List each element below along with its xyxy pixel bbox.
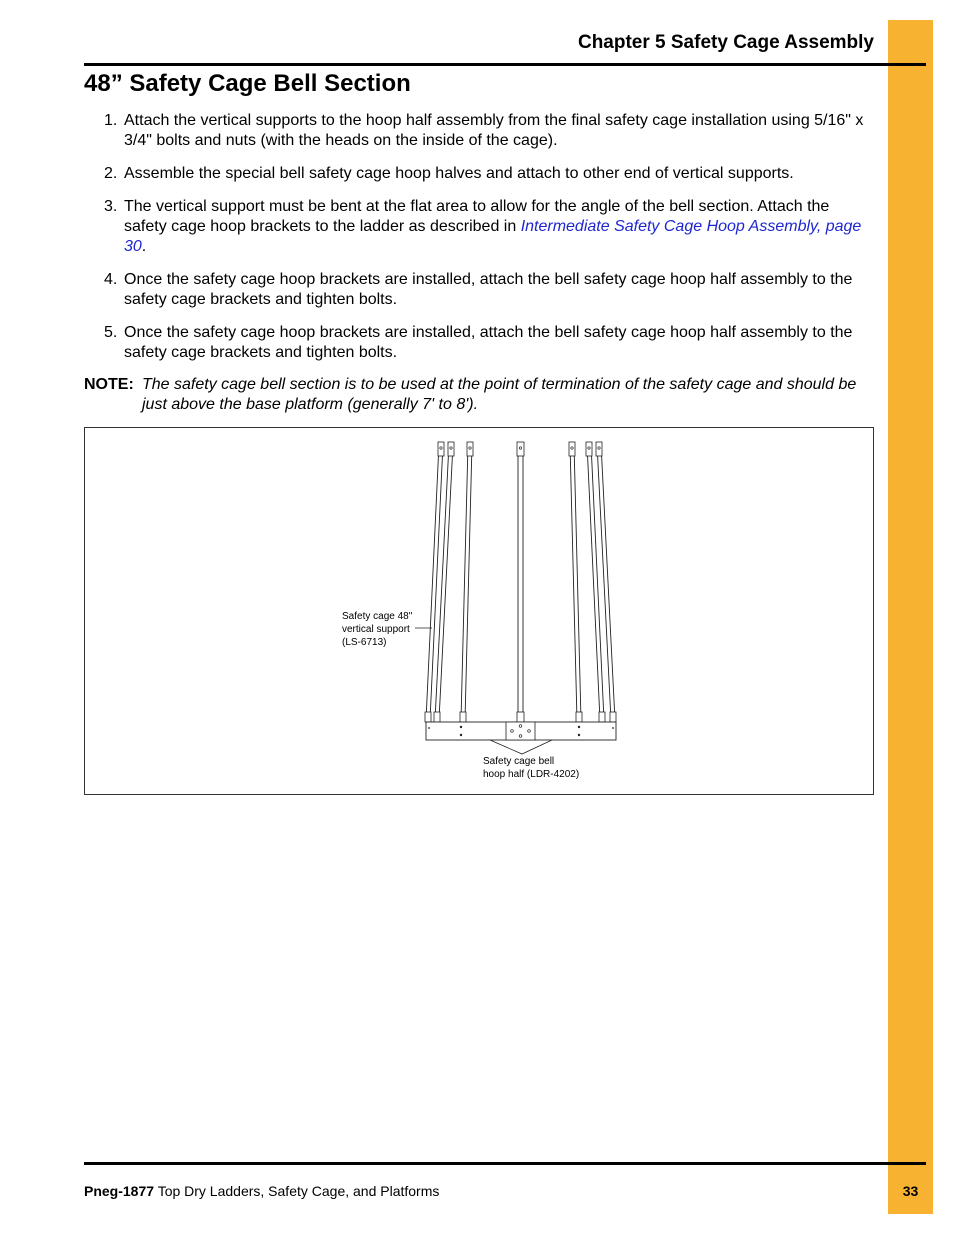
step-text: Assemble the special bell safety cage hoop halves and attach to other end of vertical supports. <box>124 165 794 182</box>
vertical-support-left-3 <box>461 444 472 720</box>
step-5 <box>84 323 874 363</box>
step-4 <box>84 270 874 310</box>
step-text: Once the safety cage hoop brackets are installed, attach the bell safety cage hoop half assembly to the safety cage brackets and tighten bolts. <box>124 271 853 308</box>
hoop-callout: Safety cage bell hoop half (LDR-4202) <box>483 756 580 780</box>
step-number: 5. <box>104 324 118 341</box>
step-text: Once the safety cage hoop brackets are installed, attach the bell safety cage hoop half assembly to the safety cage brackets and tighten bolts. <box>124 324 853 361</box>
step-number: 1. <box>104 112 118 129</box>
document-title: Top Dry Ladders, Safety Cage, and Platforms <box>157 1183 440 1199</box>
vertical-support-right-1 <box>570 444 581 720</box>
note <box>84 375 874 415</box>
chapter-title: Chapter 5 Safety Cage Assembly <box>577 32 874 53</box>
vertical-support-center <box>518 444 523 720</box>
step-1 <box>84 111 874 151</box>
note-label: NOTE: <box>84 376 134 393</box>
step-number: 2. <box>104 165 118 182</box>
instruction-steps <box>84 111 874 376</box>
footer-document-title <box>84 1183 439 1199</box>
document-id: Pneg-1877 <box>84 1183 155 1199</box>
chapter-side-tab <box>888 20 933 1214</box>
page-number: 33 <box>902 1183 919 1199</box>
step-2 <box>84 164 874 184</box>
support-bottom-ends <box>425 712 616 722</box>
support-callout: Safety cage 48" vertical support (LS-6713) <box>342 611 413 648</box>
section-title: 48” Safety Cage Bell Section <box>84 70 411 97</box>
step-text: The vertical support must be bent at the flat area to allow for the angle of the bell section. Attach the safety cage hoop brackets to the ladder as described in <box>124 198 830 235</box>
cross-reference-link[interactable]: Intermediate Safety Cage Hoop Assembly, page 30 <box>124 218 862 255</box>
bell-section-diagram <box>85 428 873 794</box>
hoop-callout-leader <box>490 740 552 754</box>
footer-rule <box>84 1162 926 1165</box>
step-text: Attach the vertical supports to the hoop half assembly from the final safety cage installation using 5/16" x 3/4" bolts and nuts (with the heads on the inside of the cage). <box>124 112 864 149</box>
header-rule <box>84 63 926 66</box>
step-number: 4. <box>104 271 118 288</box>
step-number: 3. <box>104 198 118 215</box>
step-3 <box>84 197 874 257</box>
note-text: The safety cage bell section is to be used at the point of termination of the safety cage and should be just above the base platform (generally 7' to 8'). <box>142 376 857 413</box>
assembly-figure <box>84 427 874 795</box>
step-text-end: . <box>141 238 147 255</box>
